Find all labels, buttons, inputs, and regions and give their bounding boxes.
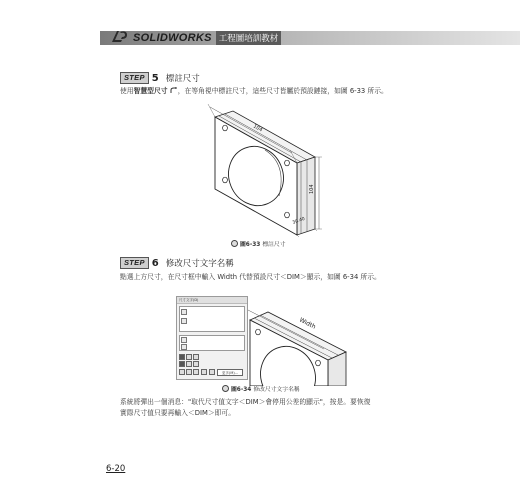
ds-logo-icon [110, 29, 130, 45]
justify-button[interactable] [179, 354, 185, 360]
smart-dimension-icon [170, 87, 178, 94]
step-6-note [120, 397, 410, 419]
page-header [100, 26, 520, 48]
symbol-button[interactable] [179, 369, 185, 375]
para-text: ，在等角視中標註尺寸，這些尺寸皆屬於預設鏈接，如圖 6-33 所示。 [177, 87, 388, 95]
figure-6-34-part [248, 306, 348, 386]
dialog-title: 尺寸文字(D) [177, 297, 247, 304]
brand-name: SOLIDWORKS [133, 32, 212, 44]
symbol-button[interactable] [179, 361, 185, 367]
figure-6-34-caption [222, 384, 300, 393]
caption-label: 圖6-34 [231, 387, 252, 393]
justify-button[interactable] [193, 354, 199, 360]
symbol-button[interactable] [201, 369, 207, 375]
caption-bullet-icon [222, 385, 229, 392]
step-tag: STEP [120, 257, 149, 269]
step-tag: STEP [120, 72, 149, 84]
step-title: 修改尺寸文字名稱 [165, 259, 234, 269]
step-number: 6 [151, 257, 159, 269]
dimension-text-input[interactable] [179, 335, 245, 351]
note-line: 實際尺寸值只要再輸入＜DIM＞即可。 [120, 409, 236, 417]
note-line: 系統將彈出一個消息："取代尺寸值文字＜DIM＞會停用公差的顯示"，按是。要恢復 [120, 398, 371, 406]
dim-depth-label: 30.40 [291, 216, 306, 226]
step-6-heading [120, 257, 234, 269]
text-box-icon [181, 337, 187, 343]
solidworks-logo [110, 26, 281, 48]
symbol-button[interactable] [186, 361, 192, 367]
symbol-button[interactable] [193, 369, 199, 375]
text-box-icon [181, 309, 187, 315]
text-box-icon [181, 344, 187, 350]
dim-top-label: 104 [252, 123, 264, 134]
step-number: 5 [151, 72, 159, 84]
symbol-button[interactable] [209, 369, 215, 375]
tool-name: 智慧型尺寸 [133, 87, 168, 95]
dim-side-label: 104 [309, 184, 315, 194]
symbol-button[interactable] [193, 361, 199, 367]
step-5-heading [120, 72, 200, 84]
width-dimension-label: Width [298, 316, 317, 331]
caption-text: 修改尺寸文字名稱 [253, 387, 300, 393]
book-title: 工程圖培訓教材 [216, 31, 282, 45]
text-box-icon [181, 318, 187, 324]
step-5-paragraph [120, 86, 410, 97]
dimension-text-dialog [176, 296, 248, 380]
dimension-text-input[interactable] [179, 306, 245, 332]
step-6-paragraph: 點選上方尺寸，在尺寸框中輸入 Width 代替預設尺寸＜DIM＞顯示，如圖 6-34 所示。 [120, 273, 381, 281]
justify-button[interactable] [186, 354, 192, 360]
para-text: 使用 [120, 87, 134, 95]
symbol-button[interactable] [186, 369, 192, 375]
caption-text: 標註尺寸 [262, 242, 286, 248]
more-button[interactable]: 更多(M)... [217, 369, 243, 376]
page-number: 6-20 [106, 464, 126, 474]
step-title: 標註尺寸 [165, 74, 200, 84]
figure-6-33-caption [231, 239, 286, 248]
caption-bullet-icon [231, 240, 238, 247]
figure-6-33 [195, 102, 325, 237]
caption-label: 圖6-33 [240, 242, 261, 248]
